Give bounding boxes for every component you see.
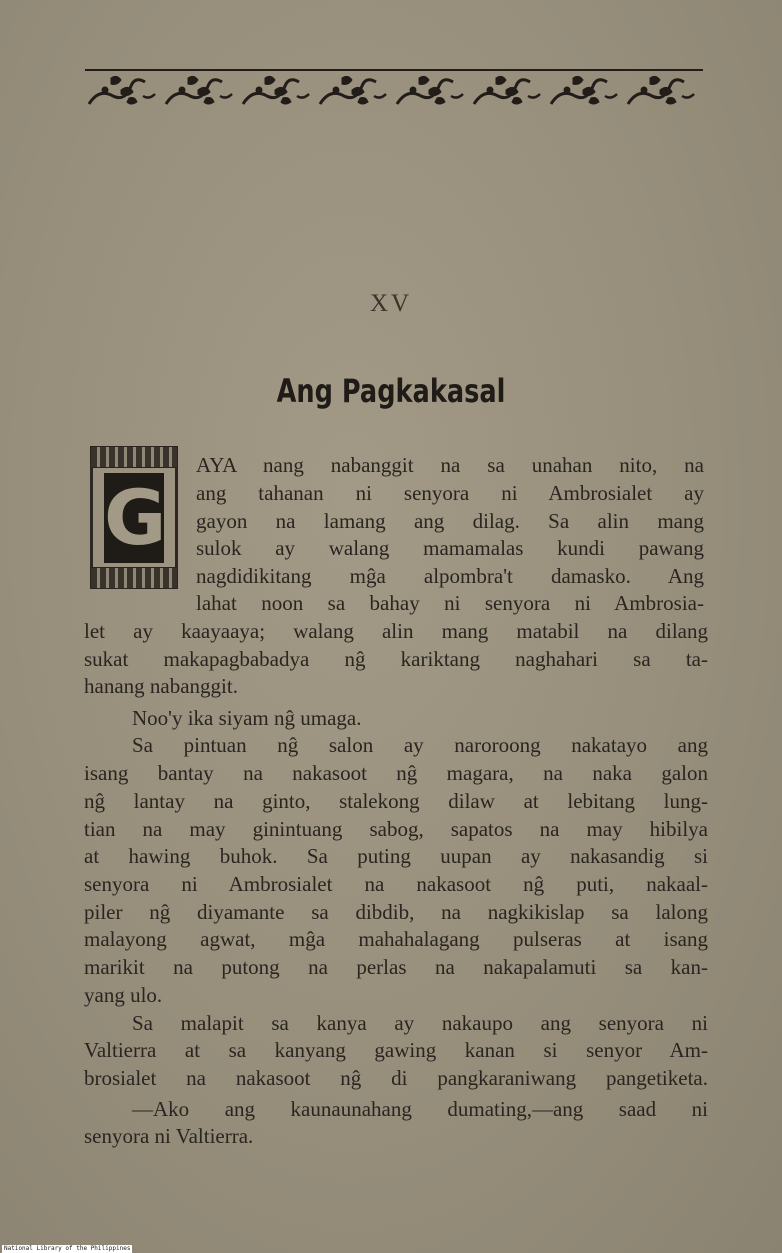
text-line: sulok ay walang mamamalas kundi pawang [196, 536, 704, 560]
text-line: tian na may ginintuang sabog, sapatos na may hibilya [84, 817, 708, 841]
drop-cap-left-rule [90, 468, 93, 567]
text-line: nĝ lantay na ginto, stalekong dilaw at lebitang lung- [84, 789, 708, 813]
text-line: lahat noon sa bahay ni senyora ni Ambrosia- [196, 591, 704, 615]
ornament-motif [551, 76, 617, 104]
chapter-number: XV [369, 290, 413, 317]
text-line: AYA nang nabanggit na sa unahan nito, na [196, 453, 704, 477]
drop-cap-letter: G [104, 473, 167, 562]
text-line: ang tahanan ni senyora ni Ambrosialet ay [196, 481, 704, 505]
text-line: —Ako ang kaunaunahang dumating,—ang saad ni [132, 1097, 708, 1121]
text-line: sukat makapagbabadya nĝ kariktang naghahari sa ta- [84, 647, 708, 671]
text-line: hanang nabanggit. [84, 674, 238, 698]
text-line: senyora ni Valtierra. [84, 1124, 254, 1148]
drop-cap-bottom-band [90, 567, 178, 589]
ornament-motif [166, 76, 232, 104]
text-line: nagdidikitang mĝa alpombra't damasko. Ang [196, 564, 704, 588]
ornament-motif [628, 76, 694, 104]
chapter-title: Ang Pagkakasal [276, 372, 506, 410]
text-line: marikit na putong na perlas na nakapalamuti sa kan- [84, 955, 708, 979]
ornament-motif [320, 76, 386, 104]
drop-cap-frame [90, 446, 178, 589]
text-line: Noo'y ika siyam nĝ umaga. [132, 706, 362, 730]
text-line: senyora ni Ambrosialet na nakasoot nĝ puti, nakaal- [84, 872, 708, 896]
ornament-motif [89, 76, 155, 104]
text-line: isang bantay na nakasoot nĝ magara, na naka galon [84, 761, 708, 785]
text-line: piler nĝ diyamante sa dibdib, na nagkikislap sa lalong [84, 900, 708, 924]
text-line: Sa malapit sa kanya ay nakaupo ang senyora ni [132, 1011, 708, 1035]
text-line: gayon na lamang ang dilag. Sa alin mang [196, 509, 704, 533]
decorative-border-ornament [85, 66, 703, 116]
drop-cap-right-rule [175, 468, 178, 567]
footer-credit: National Library of the Philippines [4, 1245, 131, 1252]
text-line: Sa pintuan nĝ salon ay naroroong nakatayo ang [132, 733, 708, 757]
text-line: let ay kaayaaya; walang alin mang matabil na dilang [84, 619, 708, 643]
text-line: at hawing buhok. Sa puting uupan ay nakasandig si [84, 844, 708, 868]
ornament-motif [474, 76, 540, 104]
ornament-motif [243, 76, 309, 104]
text-line: brosialet na nakasoot nĝ di pangkaraniwang pangetiketa. [84, 1066, 708, 1090]
ornament-motif [397, 76, 463, 104]
text-line: Valtierra at sa kanyang gawing kanan si senyor Am- [84, 1038, 708, 1062]
drop-cap-top-band [90, 446, 178, 468]
text-line: malayong agwat, mĝa mahahalagang pulseras at isang [84, 927, 708, 951]
text-line: yang ulo. [84, 983, 163, 1007]
